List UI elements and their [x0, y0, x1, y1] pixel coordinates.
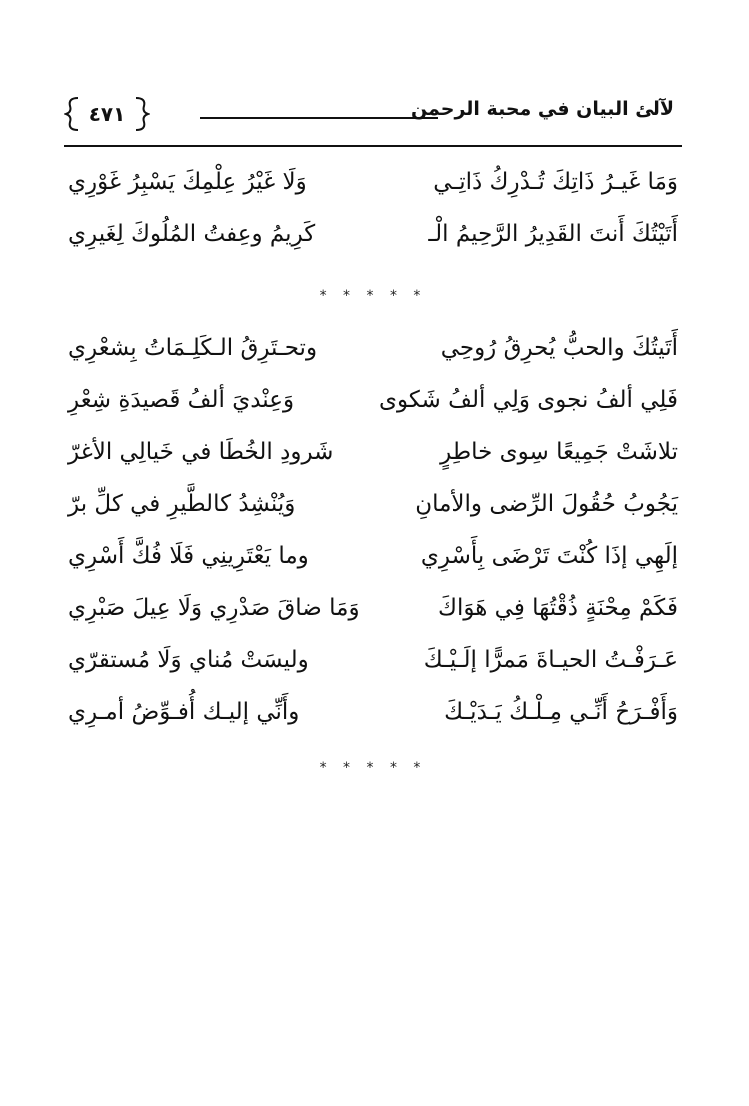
page-header — [64, 88, 682, 144]
verse — [64, 582, 682, 634]
verse-second-hemistich: شَرودِ الخُطَا في خَيالِي الأغرّ — [68, 439, 334, 465]
stanza-two — [64, 322, 682, 738]
verse-first-hemistich: أَتَيْتُكَ أَنتَ القَدِيرُ الرَّحِيمُ الْـ — [428, 221, 678, 247]
verse-first-hemistich: أَتَيتُكَ والحبُّ يُحرِقُ رُوحِي — [440, 335, 678, 361]
verse-second-hemistich: وليسَتْ مُناي وَلَا مُستقرّي — [68, 647, 309, 673]
verse — [64, 426, 682, 478]
verse-first-hemistich: فَلِي ألفُ نجوى وَلِي ألفُ شَكوى — [378, 387, 678, 413]
verse-first-hemistich: عَـرَفْـتُ الحيـاةَ مَمرًّا إلَـيْـكَ — [423, 647, 678, 673]
verse-first-hemistich: وَمَا غَيـرُ ذَاتِكَ تُـدْرِكُ ذَاتِـي — [433, 169, 678, 195]
verse-first-hemistich: يَجُوبُ حُقُولَ الرِّضى والأمانِ — [415, 491, 678, 517]
verse — [64, 374, 682, 426]
verse-second-hemistich: وَلَا غَيْرُ عِلْمِكَ يَسْبِرُ غَوْرِي — [68, 169, 307, 195]
page-number: ٤٧١ — [88, 102, 126, 126]
verse — [64, 208, 682, 260]
header-rule — [200, 117, 438, 119]
stanza-one — [64, 156, 682, 260]
verse — [64, 634, 682, 686]
verse-first-hemistich: تلاشَتْ جَمِيعًا سِوى خاطِرٍ — [440, 439, 678, 465]
verse — [64, 530, 682, 582]
stanza-separator: * * * * * — [319, 760, 427, 776]
verse — [64, 322, 682, 374]
verse-second-hemistich: وَعِنْديَ ألفُ قَصيدَةِ شِعْرِ — [68, 387, 295, 413]
verse-second-hemistich: وَيُنْشِدُ كالطَّيرِ في كلِّ برّ — [68, 491, 296, 517]
book-title: لآلئ البيان في محبة الرحمن — [410, 98, 674, 120]
header-divider — [64, 145, 682, 147]
page-number-frame — [64, 96, 150, 132]
verse — [64, 686, 682, 738]
verse-second-hemistich: وتحـتَرِقُ الـكَلِـمَاتُ بِشعْرِي — [68, 335, 318, 361]
verse — [64, 478, 682, 530]
verse-second-hemistich: وأَنِّي إليـك أُفـوِّضُ أمـرِي — [68, 699, 300, 725]
verse-first-hemistich: إلَهِي إذَا كُنْتَ تَرْضَى بِأَسْرِي — [420, 543, 678, 569]
verse — [64, 156, 682, 208]
verse-second-hemistich: وَمَا ضاقَ صَدْرِي وَلَا عِيلَ صَبْرِي — [68, 595, 360, 621]
verse-second-hemistich: وما يَعْتَرِينِي فَلَا فُكَّ أَسْرِي — [68, 543, 309, 569]
stanza-separator: * * * * * — [319, 288, 427, 304]
verse-first-hemistich: فَكَمْ مِحْنَةٍ ذُقْتُهَا فِي هَوَاكَ — [438, 595, 678, 621]
verse-second-hemistich: كَرِيمُ وعِفتُ المُلُوكَ لِغَيرِي — [68, 221, 316, 247]
verse-first-hemistich: وَأَفْـرَحُ أَنِّـي مِـلْـكُ يَـدَيْـكَ — [444, 699, 678, 725]
